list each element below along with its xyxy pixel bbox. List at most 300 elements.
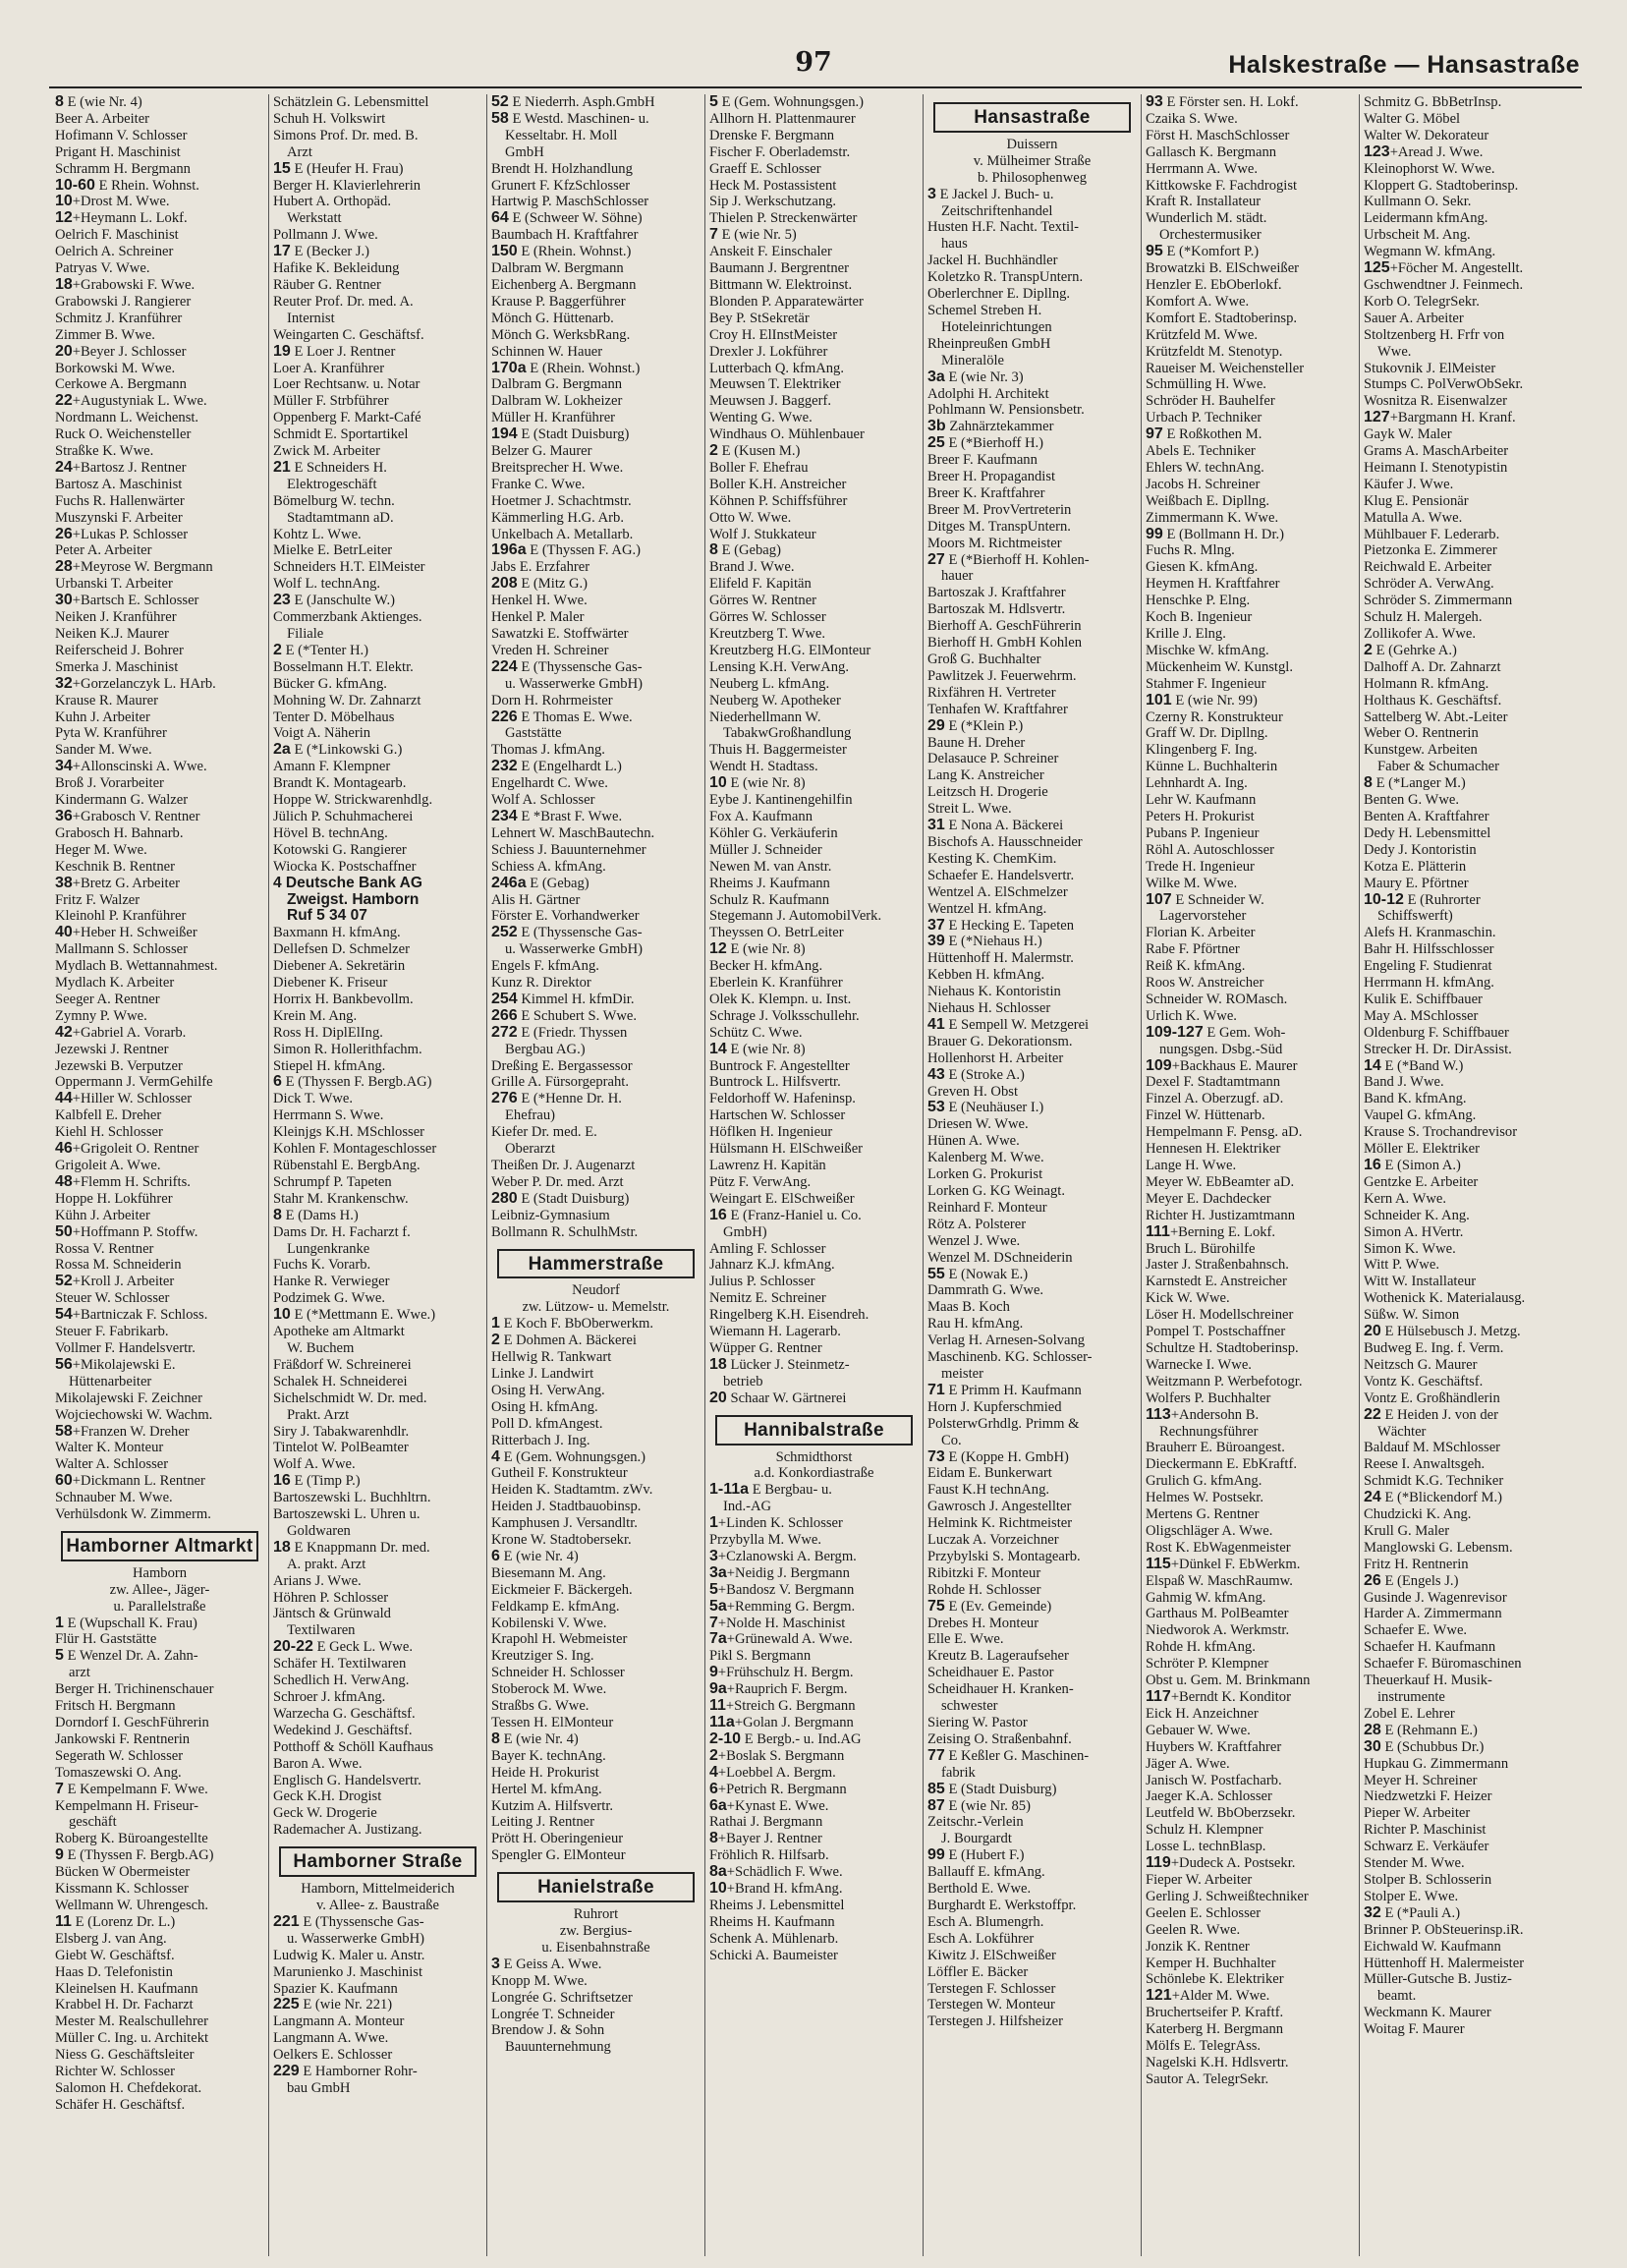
directory-entry: [1364, 194, 1574, 210]
resident-text: Jezewski B. Verputzer: [55, 1057, 183, 1074]
resident-text: Künne L. Buchhalterin: [1146, 759, 1278, 775]
resident-text: Hoteleinrichtungen: [941, 318, 1052, 335]
resident-text: Jabs E. Erzfahrer: [491, 559, 590, 576]
directory-entry: [55, 1681, 264, 1698]
resident-text: Rossa M. Schneiderin: [55, 1257, 182, 1274]
resident-text: Reuter Prof. Dr. med. A.: [273, 293, 414, 310]
resident-text: Leidermann kfmAng.: [1364, 210, 1488, 227]
resident-text: Osing H. VerwAng.: [491, 1382, 605, 1398]
directory-entry: [1364, 1357, 1574, 1374]
resident-text: Pohlmann W. Pensionsbetr.: [927, 402, 1085, 419]
directory-entry: [273, 842, 482, 859]
directory-entry: [55, 327, 264, 344]
directory-entry: [491, 1349, 701, 1366]
directory-entry: [273, 227, 482, 244]
column-4: [705, 94, 924, 2256]
directory-entry: [927, 1698, 1137, 1715]
resident-text: Terstegen J. Hilfsheizer: [927, 2013, 1063, 2030]
house-number: 77: [927, 1747, 945, 1764]
resident-text: +Dudeck A. Postsekr.: [1170, 1855, 1296, 1872]
resident-text: Lehr W. Kaufmann: [1146, 792, 1257, 809]
resident-text: Alefs H. Kranmaschin.: [1364, 925, 1496, 941]
resident-text: Bartosz A. Maschinist: [55, 476, 183, 492]
directory-entry: [1146, 128, 1355, 144]
directory-entry: [491, 1973, 701, 1990]
resident-text: Kissmann K. Schlosser: [55, 1881, 189, 1898]
directory-entry: [1364, 1506, 1574, 1523]
house-number: 19: [273, 343, 291, 360]
resident-text: Schedlich H. VerwAng.: [273, 1673, 410, 1689]
resident-text: Keschnik B. Rentner: [55, 858, 175, 875]
directory-entry: [55, 742, 264, 759]
resident-text: Wenzel J. Wwe.: [927, 1232, 1021, 1249]
resident-text: Engelhardt C. Wwe.: [491, 775, 608, 792]
resident-text: Schaefer E. Handelsvertr.: [927, 867, 1075, 883]
directory-entry: [491, 1433, 701, 1449]
resident-text: Müller-Gutsche B. Justiz-: [1364, 1971, 1512, 1988]
directory-entry: [273, 1440, 482, 1456]
directory-entry: [273, 1008, 482, 1025]
resident-text: meister: [941, 1365, 983, 1382]
directory-entry: [1364, 1374, 1574, 1390]
directory-entry: [1364, 210, 1574, 227]
directory-entry: [273, 1590, 482, 1607]
directory-entry: [927, 1449, 1137, 1466]
directory-entry: [1364, 144, 1574, 161]
directory-entry: [273, 1107, 482, 1124]
resident-text: +Mikolajewski E.: [72, 1356, 176, 1373]
directory-entry: [1364, 1971, 1574, 1988]
directory-entry: [1364, 1839, 1574, 1855]
directory-entry: [709, 244, 919, 260]
directory-entry: [1146, 1407, 1355, 1424]
house-number: 44: [55, 1091, 73, 1107]
directory-entry: [709, 925, 919, 941]
house-number: 8: [709, 542, 718, 559]
resident-text: Urlich K. Wwe.: [1146, 1007, 1237, 1024]
directory-entry: [491, 111, 701, 128]
resident-text: Jaeger K.A. Schlosser: [1146, 1788, 1272, 1805]
directory-entry: [927, 552, 1137, 569]
directory-entry: [491, 626, 701, 643]
resident-text: E Thomas E. Wwe.: [521, 709, 633, 725]
house-number: 194: [491, 426, 518, 443]
directory-entry: [1146, 1374, 1355, 1390]
resident-text: Fox A. Kaufmann: [709, 808, 813, 824]
directory-entry: [927, 1183, 1137, 1200]
directory-entry: [55, 1898, 264, 1914]
directory-entry: [927, 601, 1137, 618]
directory-entry: [55, 1798, 264, 1815]
resident-text: Walter G. Möbel: [1364, 110, 1461, 127]
house-number: 10: [55, 194, 73, 210]
resident-text: Meuwsen T. Elektriker: [709, 376, 841, 393]
resident-text: Wolf A. Schlosser: [491, 792, 595, 809]
resident-text: Amann F. Klempner: [273, 759, 391, 775]
resident-text: Siry J. Tabakwarenhdlr.: [273, 1423, 410, 1440]
resident-text: Neitzsch G. Maurer: [1364, 1356, 1478, 1373]
directory-entry: [491, 161, 701, 178]
directory-entry: [1146, 376, 1355, 393]
resident-text: Reinhard F. Monteur: [927, 1199, 1047, 1216]
house-number: 99: [1146, 526, 1163, 542]
resident-text: Schmitz J. Kranführer: [55, 310, 183, 326]
directory-entry: [273, 1124, 482, 1141]
directory-entry: [491, 1599, 701, 1616]
columns: [51, 94, 1580, 2256]
directory-entry: [927, 1582, 1137, 1599]
resident-text: +Bartniczak F. Schloss.: [72, 1307, 208, 1324]
directory-entry: [927, 1981, 1137, 1998]
resident-text: Schmülling H. Wwe.: [1146, 376, 1266, 393]
directory-entry: [1364, 1274, 1574, 1290]
directory-entry: [709, 393, 919, 410]
resident-text: Strecker H. Dr. DirAssist.: [1364, 1041, 1512, 1057]
resident-text: Gawrosch J. Angestellter: [927, 1499, 1072, 1515]
resident-text: E (Stroke A.): [948, 1066, 1025, 1083]
resident-text: Blonden P. Apparatewärter: [709, 293, 864, 310]
directory-entry: [491, 1042, 701, 1058]
directory-entry: [1146, 344, 1355, 361]
directory-entry: [1364, 1191, 1574, 1208]
resident-text: +Loebbel A. Bergm.: [717, 1764, 836, 1781]
resident-text: Pieper W. Arbeiter: [1364, 1805, 1471, 1822]
resident-text: Hollenhorst H. Arbeiter: [927, 1049, 1064, 1066]
directory-entry: [55, 477, 264, 493]
resident-text: Simon R. Hollerithfachm.: [273, 1041, 422, 1057]
directory-entry: [491, 311, 701, 327]
directory-entry: [709, 1698, 919, 1715]
directory-entry: [1146, 161, 1355, 178]
directory-entry: [709, 527, 919, 543]
directory-entry: [927, 452, 1137, 469]
directory-entry: [1146, 1855, 1355, 1872]
directory-entry: [1364, 759, 1574, 775]
directory-entry: [55, 1224, 264, 1241]
directory-entry: [1364, 842, 1574, 859]
resident-text: Henkel P. Maler: [491, 609, 585, 626]
resident-text: Prött H. Oberingenieur: [491, 1831, 624, 1847]
resident-text: Wunderlich M. städt.: [1146, 210, 1267, 227]
directory-entry: [273, 361, 482, 377]
resident-text: Löser H. Modellschreiner: [1146, 1307, 1294, 1324]
directory-entry: [927, 685, 1137, 702]
resident-text: Heimann I. Stenotypistin: [1364, 459, 1508, 476]
resident-text: Vontz E. Großhändlerin: [1364, 1389, 1500, 1406]
directory-entry: [55, 1490, 264, 1506]
directory-entry: [1364, 925, 1574, 941]
directory-entry: [55, 659, 264, 676]
directory-entry: [491, 194, 701, 210]
directory-entry: [709, 1881, 919, 1898]
directory-entry: [273, 376, 482, 393]
directory-entry: [709, 609, 919, 626]
directory-entry: [55, 277, 264, 294]
directory-entry: [273, 410, 482, 426]
resident-text: Rötz A. Polsterer: [927, 1216, 1027, 1232]
directory-entry: [1364, 510, 1574, 527]
directory-entry: [1364, 859, 1574, 876]
resident-text: Stiepel H. kfmAng.: [273, 1057, 386, 1074]
house-number: 52: [491, 94, 509, 110]
resident-text: Schinnen W. Hauer: [491, 343, 603, 360]
directory-entry: Zweigst. Hamborn: [287, 891, 420, 908]
resident-text: Geck K.H. Drogist: [273, 1788, 382, 1805]
resident-text: Loer A. Kranführer: [273, 360, 385, 376]
resident-text: haus: [941, 236, 968, 253]
resident-text: Wegmann W. kfmAng.: [1364, 244, 1496, 260]
resident-text: Henzler E. EbOberlokf.: [1146, 276, 1282, 293]
directory-entry: [709, 1091, 919, 1107]
resident-text: Stender M. Wwe.: [1364, 1855, 1465, 1872]
resident-text: +Hoffmann P. Stoffw.: [72, 1223, 198, 1240]
directory-entry: [491, 443, 701, 460]
directory-entry: [1146, 1241, 1355, 1258]
directory-entry: [927, 1299, 1137, 1316]
directory-entry: [55, 1616, 264, 1632]
resident-text: Geck W. Drogerie: [273, 1805, 377, 1822]
directory-entry: [273, 859, 482, 876]
resident-text: Stoberock M. Wwe.: [491, 1681, 607, 1698]
directory-entry: [927, 984, 1137, 1000]
resident-text: Horrix H. Bankbevollm.: [273, 991, 414, 1007]
directory-entry: [709, 1731, 919, 1748]
resident-text: Bahr H. Hilfsschlosser: [1364, 941, 1494, 958]
resident-text: Peter A. Arbeiter: [55, 542, 152, 559]
resident-text: Schneider H. Schlosser: [491, 1665, 625, 1681]
resident-text: Breitsprecher H. Wwe.: [491, 459, 624, 476]
resident-text: Kunstgew. Arbeiten: [1364, 742, 1478, 759]
resident-text: Först H. MaschSchlosser: [1146, 127, 1290, 143]
resident-text: Fräßdorf W. Schreinerei: [273, 1356, 412, 1373]
resident-text: Görres W. Schlosser: [709, 609, 826, 626]
house-number: 113: [1146, 1406, 1171, 1423]
resident-text: Bierhoff H. GmbH Kohlen: [927, 635, 1082, 652]
resident-text: E Gem. Woh-: [1206, 1024, 1286, 1041]
resident-text: Simon K. Wwe.: [1364, 1240, 1456, 1257]
directory-entry: [1146, 1390, 1355, 1407]
resident-text: Prakt. Arzt: [287, 1406, 350, 1423]
resident-text: Karnstedt E. Anstreicher: [1146, 1274, 1287, 1290]
resident-text: Hüttenarbeiter: [69, 1373, 152, 1389]
directory-entry: [55, 2080, 264, 2097]
resident-text: Rechnungsführer: [1159, 1423, 1259, 1440]
resident-text: Bergbau AG.): [505, 1041, 586, 1057]
directory-entry: [1146, 178, 1355, 195]
directory-entry: [273, 1290, 482, 1307]
resident-text: fabrik: [941, 1764, 976, 1781]
resident-text: E Hecking E. Tapeten: [948, 917, 1075, 934]
directory-entry: [491, 527, 701, 543]
resident-text: Zimmer B. Wwe.: [55, 326, 155, 343]
resident-text: Bartoszewski L. Buchhltrn.: [273, 1490, 431, 1506]
directory-entry: [709, 1665, 919, 1681]
directory-entry: [55, 759, 264, 775]
resident-text: GmbH): [723, 1223, 767, 1240]
directory-entry: [273, 1158, 482, 1174]
resident-text: Wiemann H. Lagerarb.: [709, 1324, 841, 1340]
resident-text: Rau H. kfmAng.: [927, 1316, 1024, 1332]
resident-text: Sauer A. Arbeiter: [1364, 310, 1464, 326]
resident-text: Filiale: [287, 626, 324, 642]
resident-text: Salomon H. Chefdekorat.: [55, 2079, 202, 2096]
house-number: 8a: [709, 1864, 727, 1881]
directory-entry: [1146, 443, 1355, 460]
directory-entry: [273, 1191, 482, 1208]
directory-entry: [1364, 825, 1574, 842]
resident-text: Sautor A. TelegrSekr.: [1146, 2070, 1269, 2087]
directory-entry: [55, 393, 264, 410]
resident-text: E (Thyssensche Gas-: [521, 658, 643, 675]
resident-text: +Linden K. Schlosser: [717, 1515, 843, 1532]
resident-text: Nemitz E. Schreiner: [709, 1290, 826, 1307]
resident-text: E (Gebag): [530, 875, 589, 891]
resident-text: Lagervorsteher: [1159, 908, 1247, 925]
resident-text: Henschke P. Elng.: [1146, 593, 1251, 609]
directory-entry: [55, 376, 264, 393]
resident-text: Krützfeldt M. Stenotyp.: [1146, 343, 1283, 360]
directory-entry: [55, 1042, 264, 1058]
resident-text: Krull G. Maler: [1364, 1522, 1450, 1539]
resident-text: Zeising O. Straßenbahnf.: [927, 1730, 1072, 1747]
resident-text: Mönch G. Hüttenarb.: [491, 310, 614, 326]
resident-text: Oldenburg F. Schiffbauer: [1364, 1024, 1509, 1041]
resident-text: Krein M. Ang.: [273, 1007, 358, 1024]
resident-text: Dreßing E. Bergassessor: [491, 1057, 633, 1074]
resident-text: Bollmann R. SchulhMstr.: [491, 1223, 639, 1240]
resident-text: E Roßkothen M.: [1166, 426, 1262, 443]
house-number: 6a: [709, 1797, 727, 1814]
directory-entry: [1146, 1739, 1355, 1756]
directory-entry: [273, 1274, 482, 1290]
directory-entry: [273, 1673, 482, 1689]
resident-text: Richter H. Justizamtmann: [1146, 1207, 1295, 1223]
resident-text: Schönlebe K. Elektriker: [1146, 1971, 1284, 1988]
resident-text: E (Gem. Wohnungsgen.): [721, 94, 865, 110]
directory-entry: [491, 1124, 701, 1141]
directory-entry: [55, 609, 264, 626]
street-heading: Hansastraße: [933, 102, 1131, 133]
resident-text: TabakwGroßhandlung: [723, 725, 852, 742]
directory-entry: [273, 128, 482, 144]
resident-text: Jacobs H. Schreiner: [1146, 476, 1261, 492]
resident-text: E Primm H. Kaufmann: [948, 1382, 1082, 1398]
resident-text: Patryas V. Wwe.: [55, 260, 150, 277]
directory-entry: [491, 1174, 701, 1191]
resident-text: Ind.-AG: [723, 1499, 772, 1515]
directory-entry: [709, 1765, 919, 1782]
directory-entry: [709, 260, 919, 277]
directory-entry: [927, 1217, 1137, 1233]
directory-entry: [927, 1599, 1137, 1616]
resident-text: Moors M. Richtmeister: [927, 535, 1062, 551]
resident-text: Koletzko R. TranspUntern.: [927, 269, 1084, 286]
directory-entry: [55, 1174, 264, 1191]
directory-entry: [491, 510, 701, 527]
directory-entry: [491, 426, 701, 443]
house-number: 38: [55, 875, 73, 891]
directory-entry: [1364, 992, 1574, 1008]
column-2: [269, 94, 487, 2256]
directory-entry: [55, 1814, 264, 1831]
directory-entry: [1364, 1241, 1574, 1258]
resident-text: +Dünkel F. EbWerkm.: [1170, 1556, 1301, 1572]
directory-entry: [709, 1798, 919, 1815]
resident-text: Verhülsdonk W. Zimmerm.: [55, 1506, 211, 1523]
directory-entry: [273, 1374, 482, 1390]
directory-entry: [55, 1324, 264, 1340]
directory-entry: [709, 1141, 919, 1158]
directory-entry: [1364, 1590, 1574, 1607]
resident-text: Dedy H. Lebensmittel: [1364, 824, 1491, 841]
resident-text: Driesen W. Wwe.: [927, 1116, 1029, 1133]
house-number: 10-12: [1364, 891, 1404, 908]
directory-entry: [491, 709, 701, 726]
resident-text: Kiwitz J. ElSchweißer: [927, 1947, 1056, 1963]
resident-text: Hafike K. Bekleidung: [273, 260, 400, 277]
resident-text: Kullmann O. Sekr.: [1364, 194, 1472, 210]
house-number: 232: [491, 759, 518, 775]
resident-text: Schwarz E. Verkäufer: [1364, 1839, 1489, 1855]
resident-text: Krille J. Elng.: [1146, 626, 1226, 642]
resident-text: Thielen P. Streckenwärter: [709, 210, 858, 227]
resident-text: Baumann J. Bergrentner: [709, 260, 849, 277]
directory-entry: [709, 725, 919, 742]
directory-entry: [491, 1482, 701, 1499]
directory-entry: [491, 1449, 701, 1466]
resident-text: +Petrich R. Bergmann: [717, 1781, 847, 1797]
directory-entry: [709, 277, 919, 294]
directory-entry: [927, 219, 1137, 236]
house-number: 1: [709, 1515, 718, 1532]
directory-entry: [1146, 1191, 1355, 1208]
resident-text: Wendt H. Stadtass.: [709, 759, 818, 775]
directory-entry: [1364, 1124, 1574, 1141]
resident-text: Bartoszak M. Hdlsvertr.: [927, 601, 1066, 618]
resident-text: Mielke E. BetrLeiter: [273, 542, 393, 559]
resident-text: Windhaus O. Mühlenbauer: [709, 426, 865, 443]
directory-entry: [1146, 1058, 1355, 1075]
directory-entry: [927, 1914, 1137, 1931]
resident-text: Unkelbach A. Metallarb.: [491, 526, 634, 542]
resident-text: Weber P. Dr. med. Arzt: [491, 1173, 624, 1190]
directory-entry: [1146, 1074, 1355, 1091]
resident-text: Zeitschr.-Verlein: [927, 1814, 1024, 1831]
resident-text: Wüpper G. Rentner: [709, 1339, 822, 1356]
directory-entry: [1364, 260, 1574, 277]
directory-entry: [273, 260, 482, 277]
house-number: 29: [927, 717, 945, 734]
directory-entry: [55, 1715, 264, 1731]
directory-entry: [55, 2047, 264, 2064]
directory-entry: [927, 1200, 1137, 1217]
resident-text: Giesen K. kfmAng.: [1146, 559, 1259, 576]
directory-entry: [491, 908, 701, 925]
directory-entry: [1364, 2005, 1574, 2021]
resident-text: Tessen H. ElMonteur: [491, 1715, 614, 1730]
resident-text: Amling F. Schlosser: [709, 1240, 826, 1257]
resident-text: Neiken K.J. Maurer: [55, 626, 169, 642]
resident-text: +Berndt K. Konditor: [1170, 1689, 1291, 1705]
resident-text: Lensing K.H. VerwAng.: [709, 658, 850, 675]
resident-text: E Geck L. Wwe.: [316, 1639, 413, 1656]
resident-text: Niehaus K. Kontoristin: [927, 984, 1061, 1000]
directory-entry: [1146, 759, 1355, 775]
directory-entry: [1146, 659, 1355, 676]
resident-text: Budweg E. Ing. f. Verm.: [1364, 1339, 1504, 1356]
house-number: 127: [1364, 410, 1390, 426]
resident-text: Arians J. Wwe.: [273, 1572, 362, 1589]
